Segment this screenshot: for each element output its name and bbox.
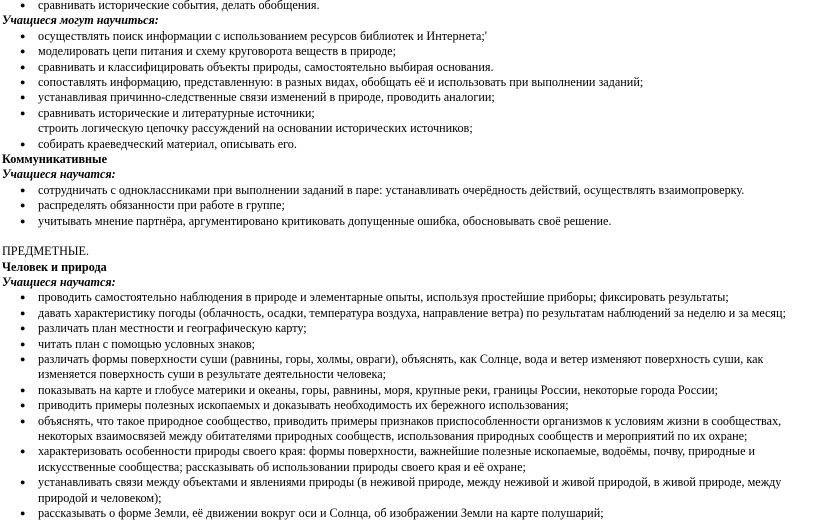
list-item	[0, 106, 812, 121]
communicative-list	[0, 183, 812, 229]
may-learn-list-end	[0, 137, 812, 152]
bullet-icon: ●	[20, 77, 26, 88]
list-item-text: показывать на карте и глобусе материки и океаны, горы, равнины, моря, крупные реки, границы России, некоторые города России;	[38, 382, 719, 397]
list-item	[0, 398, 812, 413]
bullet-icon: ●	[20, 61, 26, 72]
bullet-icon: ●	[20, 292, 26, 303]
subject-list	[0, 290, 812, 521]
bullet-icon: ●	[20, 508, 26, 518]
list-item	[0, 475, 812, 506]
list-item-text: проводить самостоятельно наблюдения в природе и элементарные опыты, используя простейшие приборы; фиксировать результаты;	[38, 290, 729, 305]
bullet-icon: ●	[20, 46, 26, 57]
bullet-icon: ●	[20, 30, 26, 41]
list-item	[0, 321, 812, 336]
bullet-icon: ●	[20, 384, 26, 395]
list-item-text: читать план с помощью условных знаков;	[38, 336, 256, 351]
list-item-text: осуществлять поиск информации с использованием ресурсов библиотек и Интернета;'	[38, 28, 487, 43]
list-item	[0, 214, 812, 229]
bullet-icon: ●	[20, 338, 26, 349]
list-item	[0, 75, 812, 90]
bullet-icon: ●	[20, 415, 26, 426]
students-may-learn-heading: Учащиеся могут научиться:	[2, 13, 159, 28]
list-item-text: сотрудничать с одноклассниками при выполнении заданий в паре: устанавливать очерёдность действий, осуществлять взаимопроверку.	[38, 182, 745, 197]
section-spacer	[0, 229, 812, 244]
list-item-text: рассказывать о форме Земли, её движении вокруг оси и Солнца, об изображении Земли на карте полушарий;	[38, 506, 604, 520]
may-learn-list	[0, 29, 812, 121]
list-item-text: моделировать цепи питания и схему круговорота веществ в природе;	[38, 44, 396, 59]
list-item-text: различать план местности и географическую карту;	[38, 321, 307, 336]
subject-section-title: ПРЕДМЕТНЫЕ.	[2, 244, 89, 259]
list-item	[0, 44, 812, 59]
human-and-nature-title: Человек и природа	[2, 259, 107, 274]
bullet-icon: ●	[20, 0, 26, 10]
communicative-learn-heading: Учащиеся научатся:	[2, 167, 116, 182]
list-item	[0, 414, 812, 445]
list-item-text: распределять обязанности при работе в группе;	[38, 198, 285, 213]
list-item	[0, 29, 812, 44]
list-item	[0, 60, 812, 75]
list-item-text: приводить примеры полезных ископаемых и доказывать необходимость их бережного использования;	[38, 398, 569, 413]
bullet-icon: ●	[20, 446, 26, 457]
list-item	[0, 137, 812, 152]
list-item	[0, 352, 812, 383]
list-item-text: учитывать мнение партнёра, аргументировано критиковать допущенные ошибка, обосновывать своё решение.	[38, 213, 612, 228]
list-continuation-text: строить логическую цепочку рассуждений на основании исторических источников;	[38, 121, 473, 136]
list-item-text: сопоставлять информацию, представленную: в разных видах, обобщать её и использовать при выполнении заданий;	[38, 75, 644, 90]
list-item-text: сравнивать исторические события, делать обобщения.	[38, 0, 320, 12]
list-item	[0, 90, 812, 105]
list-item	[0, 337, 812, 352]
bullet-icon: ●	[20, 400, 26, 411]
list-item-text: давать характеристику погоды (облачность, осадки, температура воздуха, направление ветра) по результатам наблюдений за неделю и за месяц;	[38, 305, 786, 320]
list-item-text: характеризовать особенности природы своего края: формы поверхности, важнейшие полезные ископаемые, водоёмы, почву, природные и искусственные сообщества; рассказывать об использовании природы своего края и её охране;	[38, 444, 756, 474]
list-item	[0, 383, 812, 398]
bullet-icon: ●	[20, 307, 26, 318]
list-item	[0, 444, 812, 475]
list-item	[0, 198, 812, 213]
list-item-text: сравнивать и классифицировать объекты природы, самостоятельно выбирая основания.	[38, 59, 494, 74]
communicative-title: Коммуникативные	[2, 152, 107, 167]
bullet-icon: ●	[20, 107, 26, 118]
bullet-icon: ●	[20, 92, 26, 103]
list-item	[0, 306, 812, 321]
bullet-icon: ●	[20, 477, 26, 488]
subject-learn-heading: Учащиеся научатся:	[2, 274, 116, 289]
list-item	[0, 183, 812, 198]
bullet-icon: ●	[20, 200, 26, 211]
bullet-icon: ●	[20, 184, 26, 195]
list-item	[0, 290, 812, 305]
bullet-icon: ●	[20, 215, 26, 226]
list-item-text: устанавливая причинно-следственные связи изменений в природе, проводить аналогии;	[38, 90, 495, 105]
list-item-text: собирать краеведческий материал, описывать его.	[38, 136, 297, 151]
bullet-icon: ●	[20, 138, 26, 149]
list-item-text: объяснять, что такое природное сообщество, приводить примеры признаков приспособленности организмов к условиям жизни в сообществах, некоторых взаимосвязей между обитателями природных сообществ, использования природных сообществ и мероприятий по их охране;	[38, 413, 782, 443]
list-item-text: различать формы поверхности суши (равнины, горы, холмы, овраги), объяснять, как Солнце, вода и ветер изменяют поверхность суши, как изменяется поверхность суши в результате деятельности человека;	[38, 351, 764, 382]
bullet-icon: ●	[20, 353, 26, 364]
list-item-text: устанавливать связи между объектами и явлениями природы (в неживой природе, между неживой и живой природой, в живой природе, между природой и человеком);	[38, 475, 782, 505]
list-item-text: сравнивать исторические и литературные источники;	[38, 105, 315, 120]
bullet-icon: ●	[20, 323, 26, 334]
list-item	[0, 0, 812, 13]
list-item	[0, 506, 812, 521]
abilities-list-top	[0, 0, 812, 13]
